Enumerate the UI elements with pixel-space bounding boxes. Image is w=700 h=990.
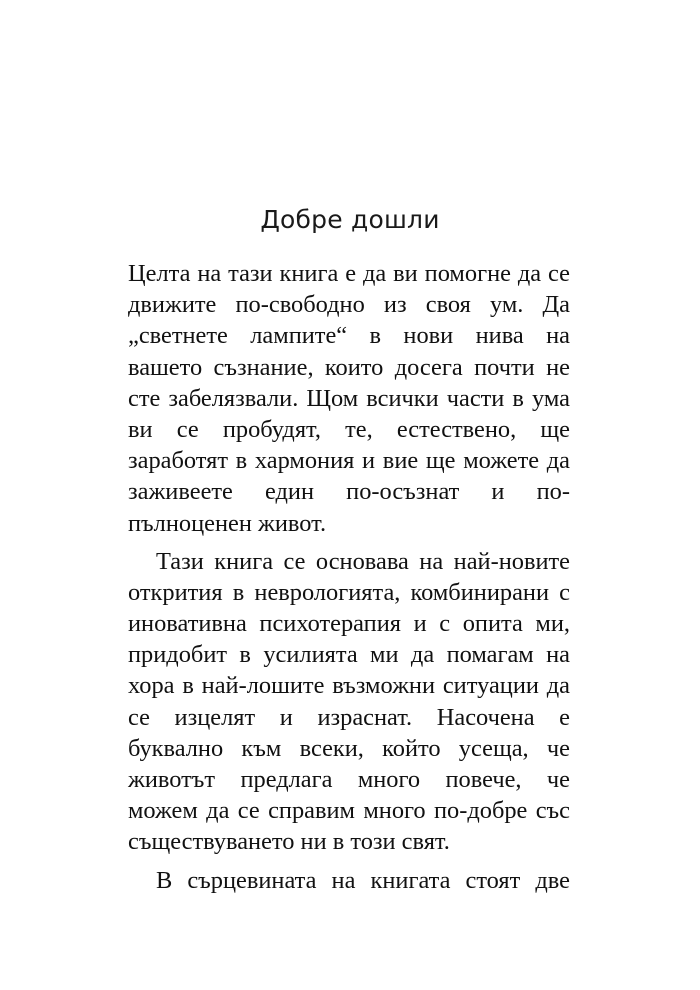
- text-line: буквално към всеки, който усеща, че: [128, 734, 570, 762]
- text-line: движите по-свободно из своя ум. Да: [128, 291, 570, 319]
- text-line: съществуването ни в този свят.: [128, 828, 450, 856]
- chapter-title: Добре дошли: [260, 205, 440, 234]
- text-line: „светнете лампите“ в нови нива на: [128, 322, 570, 350]
- paragraph-3: [128, 865, 570, 896]
- text-line: сте забелязвали. Щом всички части в ума: [128, 384, 570, 412]
- text-line: животът предлага много повече, че: [128, 766, 570, 793]
- text-line: заработят в хармония и вие ще можете да: [128, 447, 570, 475]
- text-line: Целта на тази книга е да ви помогне да се: [128, 260, 570, 287]
- text-line: открития в неврологията, комбинирани с: [128, 578, 570, 606]
- text-line: придобит в усилията ми да помагам на: [128, 641, 570, 669]
- paragraph-2: [128, 546, 570, 858]
- body-text: [128, 258, 570, 896]
- paragraph-1: [128, 258, 570, 539]
- text-line: хора в най-лошите възможни ситуации да: [128, 672, 570, 700]
- text-line: можем да се справим много по-добре със: [128, 797, 570, 825]
- text-line: Тази книга се основава на най-новите: [156, 547, 570, 575]
- text-line: заживеете един по-осъзнат и по-: [128, 478, 570, 506]
- text-line: се изцелят и израснат. Насочена е: [128, 703, 570, 731]
- text-line: вашето съзнание, които досега почти не: [128, 353, 570, 381]
- text-line: ви се пробудят, те, естествено, ще: [128, 415, 570, 443]
- text-line: В сърцевината на книгата стоят две: [156, 866, 570, 894]
- text-line: иновативна психотерапия и с опита ми,: [128, 610, 570, 638]
- text-line: пълноценен живот.: [128, 509, 327, 537]
